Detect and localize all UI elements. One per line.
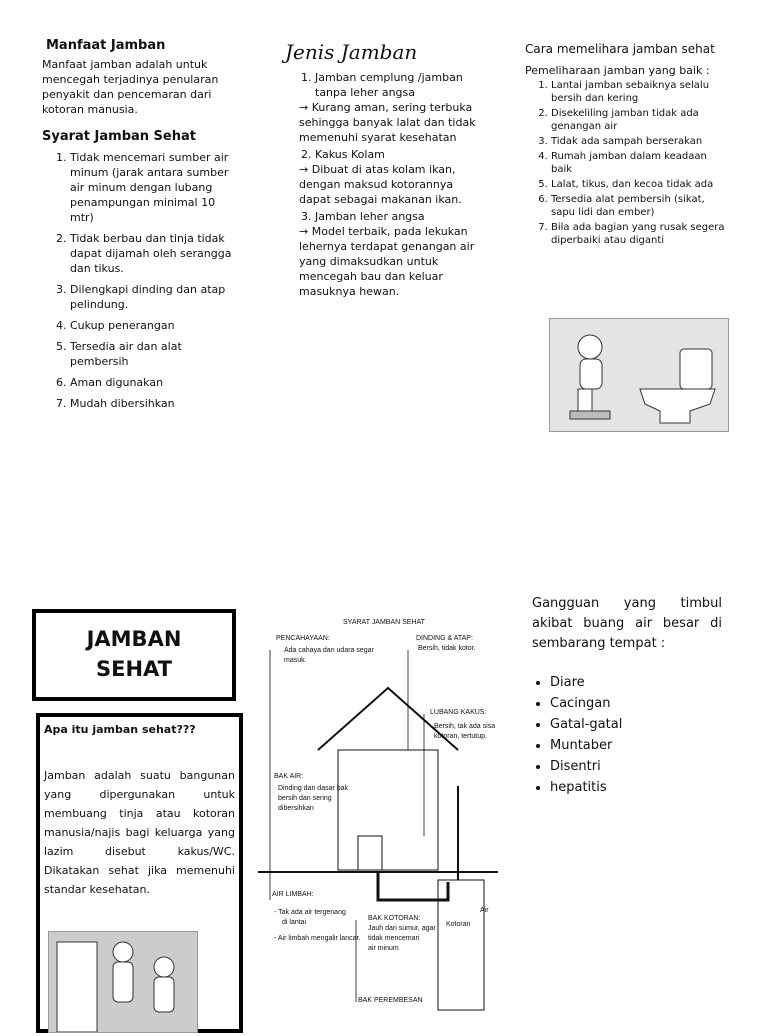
jenis-label: Jamban leher angsa xyxy=(315,210,425,223)
definition-question: Apa itu jamban sehat??? xyxy=(44,723,196,736)
list-item xyxy=(299,70,480,145)
arrow-icon: → xyxy=(299,163,312,176)
manfaat-intro: Manfaat jamban adalah untuk mencegah terjadinya penularan penyakit dan pencemaran dari kotoran manusia. xyxy=(42,58,219,116)
diagram-label: tidak mencemari xyxy=(368,935,420,942)
jenis-label: Kakus Kolam xyxy=(315,148,385,161)
jenis-desc: → Model terbaik, pada lekukan lehernya terdapat genangan air yang dimaksudkan untuk mencegah bau dan keluar masuknya hewan. xyxy=(299,225,475,298)
list-item: • Disentri xyxy=(550,756,722,777)
definition-answer: Jamban adalah suatu bangunan yang dipergunakan untuk membuang tinja atau kotoran manusia/najis bagi keluarga yang lazim disebut kakus/WC. Dikatakan sehat jika memenuhi standar kesehatan. xyxy=(44,769,235,896)
list-item: • hepatitis xyxy=(550,777,722,798)
list-item: 3. Tidak ada sampah berserakan xyxy=(551,135,725,148)
jenis-desc: → Kurang aman, sering terbuka sehingga banyak lalat dan tidak memenuhi syarat kesehatan xyxy=(299,101,476,144)
house-diagram-icon xyxy=(258,610,498,1024)
jenis-desc: → Dibuat di atas kolam ikan, dengan maksud kotorannya dapat sebagai makanan ikan. xyxy=(299,163,462,206)
cover-title-line1: JAMBAN xyxy=(86,627,182,651)
list-item: 7. Bila ada bagian yang rusak segera diperbaiki atau diganti xyxy=(551,221,725,247)
list-item xyxy=(299,147,480,207)
diagram-label: DINDING & ATAP: xyxy=(416,635,473,642)
list-item xyxy=(299,209,480,299)
diagram-label: Jauh dari sumur, agar xyxy=(368,925,436,932)
list-item: 5. Tersedia air dan alat pembersih xyxy=(70,339,242,369)
list-item: • Diare xyxy=(550,672,722,693)
syarat-diagram xyxy=(258,610,498,1024)
list-item: • Cacingan xyxy=(550,693,722,714)
diagram-label: Dinding dan dasar bak xyxy=(278,785,349,792)
child-toilet-icon xyxy=(550,319,728,431)
diagram-label: Kotoran xyxy=(446,921,471,928)
list-item: 2. Tidak berbau dan tinja tidak dapat dijamah oleh serangga dan tikus. xyxy=(70,231,242,276)
list-item: 1. Tidak mencemari sumber air minum (jarak antara sumber air minum dengan lubang penampungan minimal 10 mtr) xyxy=(70,150,242,225)
list-item: 4. Rumah jamban dalam keadaan baik xyxy=(551,150,725,176)
list-item: • Muntaber xyxy=(550,735,722,756)
gangguan-list xyxy=(532,672,722,798)
pemeliharaan-subtitle: Pemeliharaan jamban yang baik : xyxy=(525,64,710,77)
jenis-label: Jamban cemplung /jamban tanpa leher angsa xyxy=(315,71,463,99)
cover-title-box xyxy=(32,609,236,701)
diagram-label: LUBANG KAKUS: xyxy=(430,709,487,716)
diagram-label: AIR LIMBAH: xyxy=(272,891,314,898)
jenis-list xyxy=(285,70,480,299)
list-item: • Gatal-gatal xyxy=(550,714,722,735)
arrow-icon: → xyxy=(299,225,312,238)
arrow-icon: → xyxy=(299,101,312,114)
diagram-label: BAK KOTORAN: xyxy=(368,915,421,922)
diagram-label: Ada cahaya dan udara segar xyxy=(284,647,374,654)
diagram-label: Air xyxy=(480,907,489,914)
list-item: 1. Lantai jamban sebaiknya selalu bersih dan kering xyxy=(551,79,725,105)
diagram-label: air minum xyxy=(368,945,399,952)
syarat-title: Syarat Jamban Sehat xyxy=(42,129,196,144)
manfaat-title: Manfaat Jamban xyxy=(46,38,166,53)
jenis-title: Jenis Jamban xyxy=(285,40,418,64)
diagram-label: - Air limbah mengalir lancar. xyxy=(274,935,361,942)
diagram-title: SYARAT JAMBAN SEHAT xyxy=(343,619,425,626)
pemeliharaan-title: Cara memelihara jamban sehat xyxy=(525,42,715,56)
definition-box xyxy=(36,713,243,1033)
list-item: 7. Mudah dibersihkan xyxy=(70,396,242,411)
diagram-label: Bersih, tak ada sisa xyxy=(434,723,496,730)
diagram-label: bersih dan sering xyxy=(278,795,332,802)
pemeliharaan-list xyxy=(525,79,725,247)
diagram-label: Bersih, tidak kotor. xyxy=(418,645,476,652)
pemeliharaan-section xyxy=(525,42,725,249)
diagram-label: di lantai xyxy=(282,919,307,926)
list-item: 6. Aman digunakan xyxy=(70,375,242,390)
diagram-label: PENCAHAYAAN: xyxy=(276,635,330,642)
cover-title-line2: SEHAT xyxy=(96,657,172,681)
gangguan-section xyxy=(532,594,722,798)
diagram-label: dibersihkan xyxy=(278,805,314,812)
list-item: 6. Tersedia alat pembersih (sikat, sapu lidi dan ember) xyxy=(551,193,725,219)
toilet-illustration xyxy=(549,318,729,432)
people-cartoon-icon xyxy=(49,932,197,1032)
diagram-label: - Tak ada air tergenang xyxy=(274,909,346,916)
list-item: 5. Lalat, tikus, dan kecoa tidak ada xyxy=(551,178,725,191)
diagram-label: masuk. xyxy=(284,657,307,664)
person-waiting-illustration xyxy=(48,931,198,1033)
list-item: 2. Disekeliling jamban tidak ada genangan air xyxy=(551,107,725,133)
diagram-label: BAK PEREMBESAN xyxy=(358,997,423,1004)
diagram-label: BAK AIR: xyxy=(274,773,304,780)
syarat-list xyxy=(42,150,242,411)
jenis-section xyxy=(285,40,480,301)
list-item: 4. Cukup penerangan xyxy=(70,318,242,333)
gangguan-intro: Gangguan yang timbul akibat buang air besar di sembarang tempat : xyxy=(532,596,722,651)
manfaat-section xyxy=(42,38,242,417)
diagram-label: kotoran, tertutup. xyxy=(434,733,487,740)
list-item: 3. Dilengkapi dinding dan atap pelindung. xyxy=(70,282,242,312)
